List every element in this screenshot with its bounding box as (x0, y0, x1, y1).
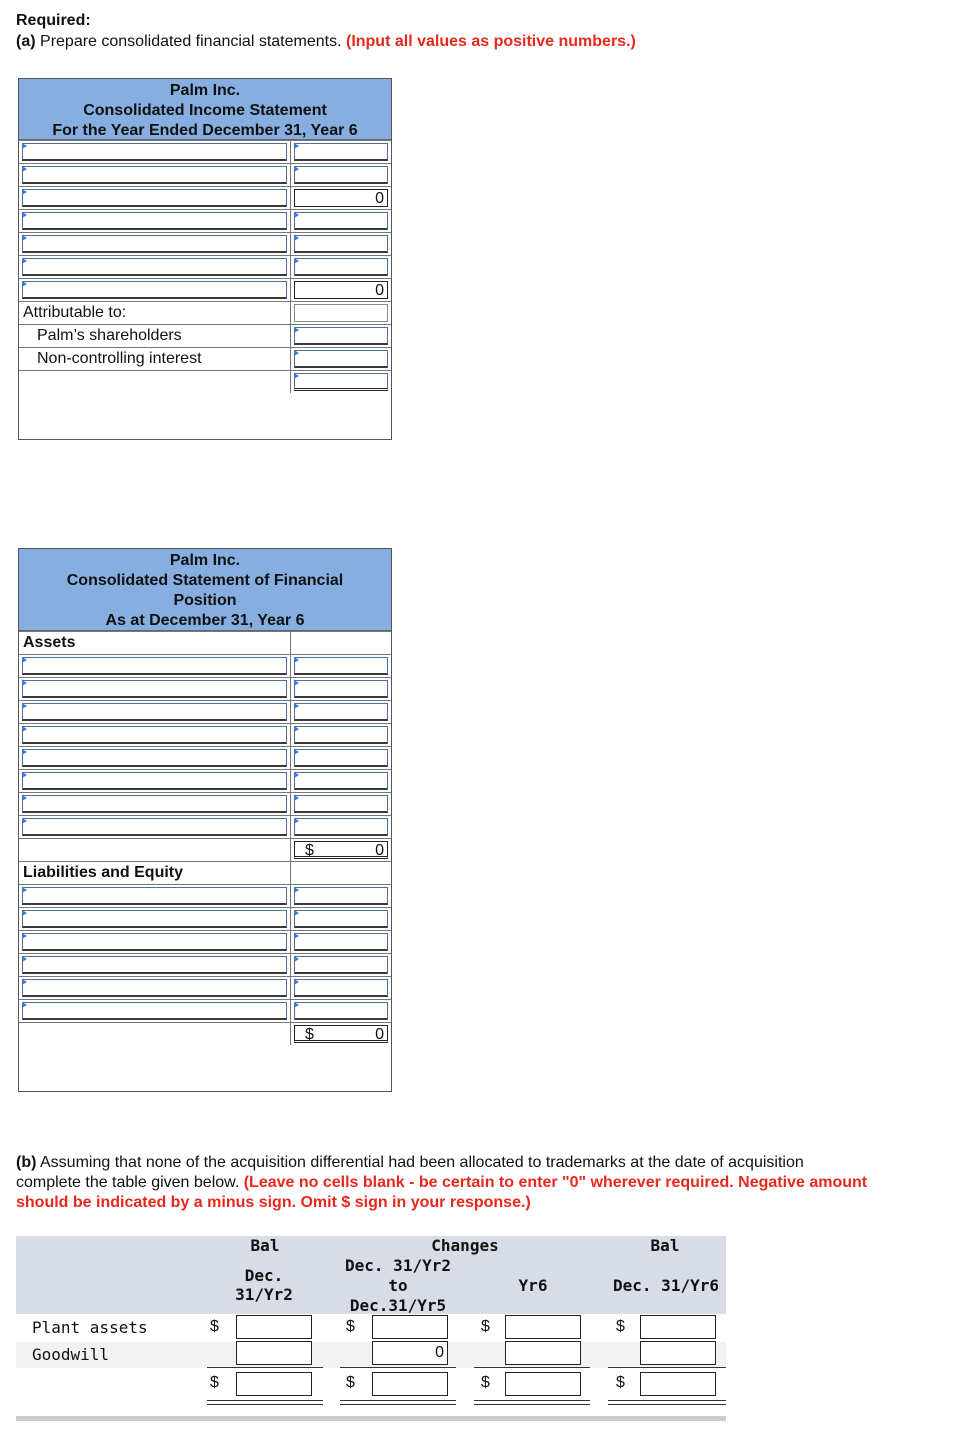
attributable-row (19, 301, 391, 324)
financial-position-header: Palm Inc. Consolidated Statement of Financial Position As at December 31, Year 6 (19, 549, 391, 631)
header-bal-1: Bal (250, 1236, 280, 1255)
liability-label-input[interactable] (22, 979, 287, 997)
liabilities-total-row (19, 1022, 391, 1045)
total-double-rule (474, 1400, 590, 1405)
asset-amount-input[interactable] (294, 749, 388, 767)
asset-amount-input[interactable] (294, 657, 388, 675)
asset-label-input[interactable] (22, 657, 287, 675)
goodwill-bal-yr2-input[interactable] (236, 1341, 312, 1365)
total-double-rule (608, 1400, 726, 1405)
income-label-input[interactable] (22, 281, 287, 299)
palm-shareholders-input[interactable] (294, 327, 388, 345)
plant-bal-yr6-input[interactable] (640, 1315, 716, 1339)
income-label-input[interactable] (22, 143, 287, 161)
asset-row (19, 677, 391, 700)
asset-amount-input[interactable] (294, 818, 388, 836)
asset-amount-input[interactable] (294, 726, 388, 744)
part-a-instruction: (a) Prepare consolidated financial statements. (Input all values as positive numbers.) (16, 33, 636, 50)
income-row (19, 209, 391, 232)
subtotal-rule (340, 1367, 456, 1368)
income-row (19, 163, 391, 186)
goodwill-row-bg (16, 1342, 726, 1368)
nci-input[interactable] (294, 350, 388, 368)
asset-label-input[interactable] (22, 726, 287, 744)
asset-row (19, 700, 391, 723)
income-label-input[interactable] (22, 212, 287, 230)
income-subtotal-row (19, 278, 391, 301)
nci-row (19, 347, 391, 370)
liability-amount-input[interactable] (294, 1002, 388, 1020)
total-change-yr2-yr5-input[interactable] (372, 1372, 448, 1396)
plant-change-yr2-yr5-input[interactable] (372, 1315, 448, 1339)
income-amount-input[interactable] (294, 258, 388, 276)
asset-amount-input[interactable] (294, 795, 388, 813)
required-heading: Required: (16, 12, 91, 29)
income-subtotal-1: 0 (294, 189, 388, 207)
asset-row (19, 815, 391, 838)
plant-bal-yr2-input[interactable] (236, 1315, 312, 1339)
dollar-sign: $ (210, 1318, 219, 1335)
dollar-sign: $ (346, 1318, 355, 1335)
total-double-rule (340, 1400, 456, 1405)
liability-label-input[interactable] (22, 1002, 287, 1020)
subtotal-rule (474, 1367, 590, 1368)
table-bottom-scrollbar[interactable] (16, 1416, 726, 1421)
header-changes-sub1: Dec. 31/Yr2 (345, 1256, 451, 1275)
income-row (19, 255, 391, 278)
header-dec-yr2-b: 31/Yr2 (235, 1285, 293, 1304)
header-changes: Changes (431, 1236, 499, 1255)
income-subtotal-row (19, 186, 391, 209)
liability-amount-input[interactable] (294, 910, 388, 928)
asset-row (19, 723, 391, 746)
liability-label-input[interactable] (22, 910, 287, 928)
asset-label-input[interactable] (22, 703, 287, 721)
income-row (19, 140, 391, 163)
liabilities-label: Liabilities and Equity (19, 862, 291, 884)
assets-total-dollar: $ (305, 842, 314, 859)
dollar-sign: $ (481, 1374, 490, 1391)
goodwill-bal-yr6-input[interactable] (640, 1341, 716, 1365)
dollar-sign: $ (616, 1374, 625, 1391)
total-double-rule (207, 1400, 323, 1405)
income-amount-input[interactable] (294, 212, 388, 230)
liability-amount-input[interactable] (294, 979, 388, 997)
goodwill-change-yr2-yr5-input[interactable]: 0 (372, 1341, 448, 1365)
liability-row (19, 930, 391, 953)
asset-label-input[interactable] (22, 772, 287, 790)
liability-label-input[interactable] (22, 887, 287, 905)
dollar-sign: $ (346, 1374, 355, 1391)
total-change-yr6-input[interactable] (505, 1372, 581, 1396)
asset-amount-input[interactable] (294, 680, 388, 698)
liability-label-input[interactable] (22, 933, 287, 951)
income-amount-input[interactable] (294, 235, 388, 253)
required-block (16, 10, 636, 52)
row-goodwill-label: Goodwill (32, 1345, 110, 1364)
liability-amount-input[interactable] (294, 887, 388, 905)
header-changes-sub2: to (388, 1276, 408, 1295)
assets-total: $ 0 (294, 841, 388, 859)
dollar-sign: $ (616, 1318, 625, 1335)
header-bal-2: Bal (650, 1236, 680, 1255)
income-statement-table (18, 78, 392, 440)
income-total-input[interactable] (294, 373, 388, 391)
attributable-label: Attributable to: (19, 302, 291, 324)
income-amount-input[interactable] (294, 166, 388, 184)
income-label-input[interactable] (22, 235, 287, 253)
liability-row (19, 884, 391, 907)
liability-label-input[interactable] (22, 956, 287, 974)
liability-row (19, 999, 391, 1022)
income-row (19, 232, 391, 255)
income-label-input[interactable] (22, 166, 287, 184)
palm-shareholders-label: Palm’s shareholders (19, 325, 291, 347)
nci-label: Non-controlling interest (19, 348, 291, 370)
plant-change-yr6-input[interactable] (505, 1315, 581, 1339)
financial-position-table (18, 548, 392, 1092)
total-bal-yr6-input[interactable] (640, 1372, 716, 1396)
asset-label-input[interactable] (22, 818, 287, 836)
dollar-sign: $ (481, 1318, 490, 1335)
subtotal-rule (608, 1367, 726, 1368)
income-label-input[interactable] (22, 258, 287, 276)
header-changes-sub3: Dec.31/Yr5 (349, 1296, 447, 1315)
asset-row (19, 769, 391, 792)
liabilities-heading-row (19, 861, 391, 884)
liabilities-total: $ 0 (294, 1025, 388, 1043)
liability-amount-input[interactable] (294, 933, 388, 951)
header-dec-yr2-a: Dec. (244, 1266, 284, 1285)
row-plant-assets-label: Plant assets (32, 1318, 148, 1337)
assets-label: Assets (19, 632, 291, 654)
income-label-input[interactable] (22, 189, 287, 207)
palm-shareholders-row (19, 324, 391, 347)
liabilities-total-dollar: $ (305, 1026, 314, 1043)
asset-row (19, 746, 391, 769)
asset-row (19, 792, 391, 815)
header-dec-yr6: Dec. 31/Yr6 (613, 1276, 719, 1295)
assets-total-row (19, 838, 391, 861)
asset-label-input[interactable] (22, 680, 287, 698)
income-amount-input[interactable] (294, 143, 388, 161)
assets-heading-row (19, 631, 391, 654)
subtotal-rule (207, 1367, 323, 1368)
header-yr6: Yr6 (518, 1276, 548, 1295)
liability-row (19, 953, 391, 976)
part-b-instruction: (b) Assuming that none of the acquisition differential had been allocated to trademarks at the date of acquisition complete the table given below. (Leave no cells blank - be certain to enter "0" wherever required. Negative amount should be indicated by a minus sign. Omit $ sign in your response.) (16, 1154, 868, 1211)
income-total-row (19, 370, 391, 393)
total-bal-yr2-input[interactable] (236, 1372, 312, 1396)
asset-amount-input[interactable] (294, 703, 388, 721)
asset-row (19, 654, 391, 677)
goodwill-change-yr6-input[interactable] (505, 1341, 581, 1365)
dollar-sign: $ (210, 1374, 219, 1391)
liability-row (19, 907, 391, 930)
asset-amount-input[interactable] (294, 772, 388, 790)
asset-label-input[interactable] (22, 795, 287, 813)
liability-amount-input[interactable] (294, 956, 388, 974)
liability-row (19, 976, 391, 999)
income-statement-header: Palm Inc. Consolidated Income Statement For the Year Ended December 31, Year 6 (19, 79, 391, 140)
income-subtotal-2: 0 (294, 281, 388, 299)
attributable-empty (294, 304, 388, 322)
asset-label-input[interactable] (22, 749, 287, 767)
